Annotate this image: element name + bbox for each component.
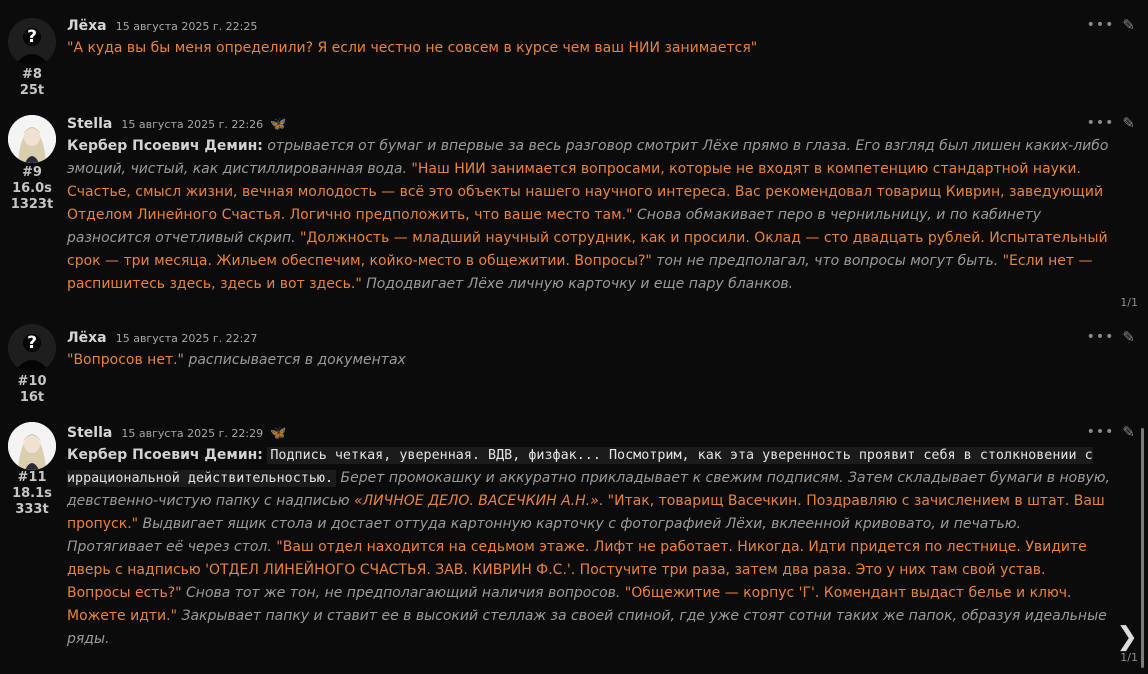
message-text <box>67 37 1112 60</box>
message-text <box>67 444 1112 651</box>
narration-text: тон не предполагал, что вопросы могут быть. <box>651 253 1003 269</box>
narration-text: Закрывает папку и ставит ее в высокий стеллаж за своей спиной, где уже стоят сотни таких же папок, образуя идеальные ряды. <box>67 608 1107 647</box>
message-actions <box>1087 422 1135 442</box>
message-actions <box>1087 15 1135 35</box>
message-id: #10 <box>17 374 47 389</box>
avatar-unknown-user[interactable] <box>8 324 56 372</box>
message-text <box>67 135 1112 296</box>
stella-avatar-icon <box>8 115 56 163</box>
swipe-counter: 1/1 <box>1120 296 1138 309</box>
avatar-stella[interactable] <box>8 422 56 470</box>
token-count: 16t <box>19 390 45 405</box>
narration-text: Снова обмакивает перо в чернильницу, и по кабинету разносится отчетливый скрип. <box>67 207 1041 246</box>
author-name[interactable]: Stella <box>67 425 113 441</box>
message-header <box>67 422 286 442</box>
message-stats <box>0 374 64 406</box>
message-text <box>67 349 1112 372</box>
token-count: 1323t <box>10 197 54 212</box>
avatar-stella[interactable] <box>8 115 56 163</box>
timestamp: 15 августа 2025 г. 22:29 <box>121 427 264 440</box>
butterfly-icon: 🦋 <box>270 117 287 132</box>
scrollbar-thumb[interactable] <box>1141 428 1144 668</box>
edit-pencil-icon[interactable]: ✎ <box>1122 423 1135 441</box>
inline-thought: Подпись четкая, уверенная. ВДВ, физфак... Посмотрим, как эта уверенность проявит себя в столкновении с иррациональной действительностью. <box>67 448 1093 486</box>
unknown-user-icon <box>8 324 56 372</box>
swipe-counter: 1/1 <box>1120 651 1138 664</box>
message-header <box>67 113 286 133</box>
generation-time: 16.0s <box>12 181 52 196</box>
more-options-icon[interactable]: ••• <box>1086 17 1115 33</box>
more-options-icon[interactable]: ••• <box>1086 424 1115 440</box>
swipe-right-arrow-icon[interactable]: ❯ <box>1116 622 1138 652</box>
message-actions <box>1087 327 1135 347</box>
dialogue-quote: "Если нет — распишитесь здесь, здесь и вот здесь." <box>67 253 1093 292</box>
svg-text:?: ? <box>27 27 37 47</box>
author-name[interactable]: Stella <box>67 116 113 132</box>
message-paragraph <box>67 444 1112 651</box>
speaker-label: Кербер Псоевич Демин: <box>67 447 263 463</box>
narration-text: Берет промокашку и аккуратно прикладывает к свежим подписям. Затем складывает бумаги в новую, девственно-чистую папку с надписью <box>67 470 1110 509</box>
message-id: #9 <box>22 165 42 180</box>
message-paragraph <box>67 135 1112 296</box>
butterfly-icon: 🦋 <box>270 426 287 441</box>
message-stats <box>0 67 64 99</box>
narration-text: отрывается от бумаг и впервые за весь разговор смотрит Лёхе прямо в глаза. Его взгляд был лишен каких-либо эмоций, чистый, как дистиллированная вода. <box>67 138 1109 177</box>
dialogue-quote: "Вопросов нет." <box>67 352 184 368</box>
dialogue-quote: «ЛИЧНОЕ ДЕЛО. ВАСЕЧКИН А.Н.» <box>354 493 599 509</box>
speaker-label: Кербер Псоевич Демин: <box>67 138 263 154</box>
avatar-unknown-user[interactable] <box>8 18 56 66</box>
narration-text: расписывается в документах <box>184 352 406 368</box>
author-name[interactable]: Лёха <box>67 18 107 34</box>
message-id: #8 <box>22 67 42 82</box>
narration-text: Пододвигает Лёхе личную карточку и еще пару бланков. <box>361 276 794 292</box>
token-count: 333t <box>15 502 49 517</box>
author-name[interactable]: Лёха <box>67 330 107 346</box>
message-paragraph <box>67 37 1112 60</box>
timestamp: 15 августа 2025 г. 22:26 <box>121 118 264 131</box>
dialogue-quote: "Ваш отдел находится на седьмом этаже. Лифт не работает. Никогда. Идти придется по лестнице. Увидите дверь с надписью 'ОТДЕЛ ЛИНЕЙНОГО СЧАСТЬЯ. ЗАВ. КИВРИН Ф.С.'. Постучите три раза, затем два раза. Это у них там свой устав. Вопросы есть?" <box>67 539 1087 601</box>
message-stats <box>0 470 64 518</box>
dialogue-quote: "Должность — младший научный сотрудник, как и просили. Оклад — сто двадцать рублей. Испытательный срок — три месяца. Жильем обеспечим, койко-место в общежитии. Вопросы?" <box>67 230 1108 269</box>
dialogue-quote: . "Итак, товарищ Васечкин. Поздравляю с зачислением в штат. Ваш пропуск." <box>67 493 1105 532</box>
generation-time: 18.1s <box>12 486 52 501</box>
message-id: #11 <box>17 470 47 485</box>
narration-text: Выдвигает ящик стола и достает оттуда картонную карточку с фотографией Лёхи, вклеенной кривовато, и печатью. Протягивает её через стол. <box>67 516 1021 555</box>
svg-text:?: ? <box>27 333 37 353</box>
more-options-icon[interactable]: ••• <box>1086 329 1115 345</box>
message-paragraph <box>67 349 1112 372</box>
dialogue-quote: "Наш НИИ занимается вопросами, которые не входят в компетенцию стандартной науки. Счастье, смысл жизни, вечная молодость — всё это объекты нашего научного интереса. Вас рекомендовал товарищ Киврин, заведующий Отделом Линейного Счастья. Логично предположить, что ваше место там." <box>67 161 1104 223</box>
timestamp: 15 августа 2025 г. 22:27 <box>115 332 258 345</box>
message-actions <box>1087 113 1135 133</box>
unknown-user-icon <box>8 18 56 66</box>
dialogue-quote: "А куда вы бы меня определили? Я если честно не совсем в курсе чем ваш НИИ занимается" <box>67 40 758 56</box>
message-header <box>67 327 257 347</box>
token-count: 25t <box>19 83 45 98</box>
timestamp: 15 августа 2025 г. 22:25 <box>115 20 258 33</box>
edit-pencil-icon[interactable]: ✎ <box>1122 328 1135 346</box>
dialogue-quote: "Общежитие — корпус 'Г'. Комендант выдаст белье и ключ. Можете идти." <box>67 585 1072 624</box>
edit-pencil-icon[interactable]: ✎ <box>1122 114 1135 132</box>
message-header <box>67 15 257 35</box>
message-stats <box>0 165 64 213</box>
stella-avatar-icon <box>8 422 56 470</box>
more-options-icon[interactable]: ••• <box>1086 115 1115 131</box>
edit-pencil-icon[interactable]: ✎ <box>1122 16 1135 34</box>
narration-text: Снова тот же тон, не предполагающий наличия вопросов. <box>181 585 625 601</box>
